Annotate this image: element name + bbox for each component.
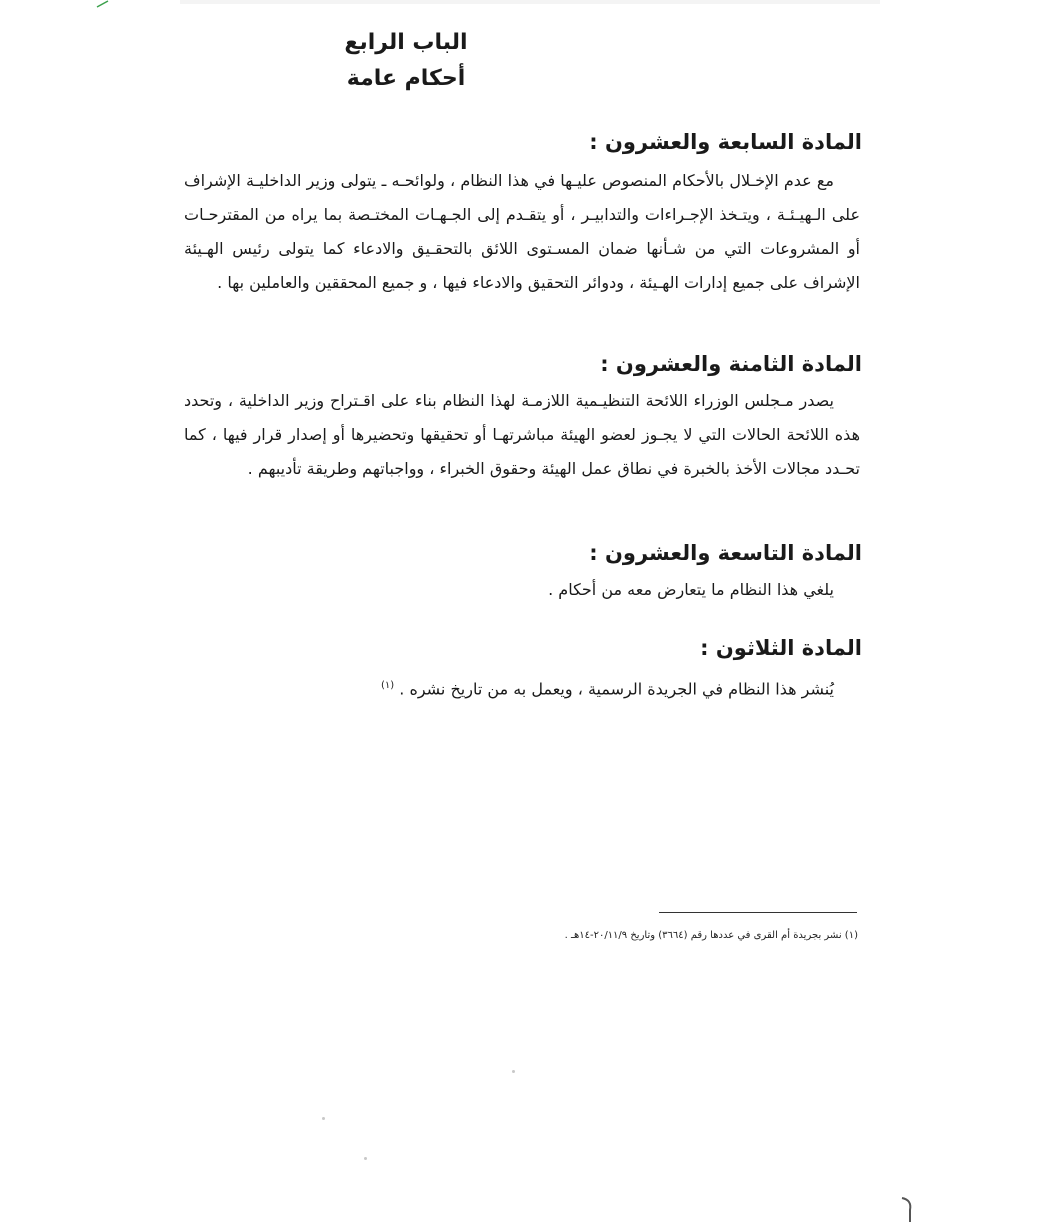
- article-30-body: [240, 669, 860, 706]
- article-29-title: المادة التاسعة والعشرون :: [589, 541, 862, 565]
- article-27-title: المادة السابعة والعشرون :: [589, 130, 862, 154]
- article-30-title: المادة الثلاثون :: [700, 636, 862, 660]
- article-29-body: [240, 573, 860, 607]
- footnote-reference: (١): [380, 680, 395, 691]
- scan-speck: [364, 1157, 367, 1160]
- article-30-text: يُنشر هذا النظام في الجريدة الرسمية ، ويعمل به من تاريخ نشره .: [399, 679, 834, 699]
- scan-speck: [512, 1070, 515, 1073]
- article-28-text: يصدر مـجلس الوزراء اللائحة التنظيـمية اللازمـة لهذا النظام بناء على اقـتراح وزير الداخلية ، وتحدد هذه اللائحة الحالات التي لا يجـوز لعضو الهيئة مباشرتهـا أو تحقيقها وتحضيرها أو إصدار قرار فيها ، كما تحـدد مجالات الأخذ بالخبرة في نطاق عمل الهيئة وحقوق الخبراء ، وواجباتهم وطريقة تأديبهم .: [184, 391, 860, 478]
- article-27-text: مع عدم الإخـلال بالأحكام المنصوص عليـها في هذا النظام ، ولوائحـه ـ يتولى وزير الداخليـة الإشراف على الـهيـئـة ، ويتـخذ الإجـراءات والتدابيـر ، أو يتقـدم إلى الجـهـات المختـصة بما يراه من المقترحـات أو المشروعات التي من شـأنها ضمان المسـتوى اللائق بالتحقـيق والادعاء كما يتولى رئيس الهـيئة الإشراف على جميع إدارات الهـيئة ، ودوائر التحقيق والادعاء فيها ، و جميع المحققين والعاملين بها .: [184, 171, 860, 292]
- chapter-subtitle: أحكام عامة: [346, 66, 466, 91]
- page-edge-mark: [898, 1196, 918, 1223]
- footnote-text: (١) نشر بجريدة أم القرى في عددها رقم (٣٦٦٤) وتاريخ ٢٠/١١/٩-١٤هـ .: [564, 930, 858, 941]
- article-28-body: [184, 384, 860, 486]
- scan-artifact: [180, 0, 880, 4]
- article-28-title: المادة الثامنة والعشرون :: [600, 352, 862, 376]
- chapter-title: الباب الرابع: [344, 30, 468, 55]
- footnote-divider: [659, 912, 857, 913]
- article-27-body: [184, 164, 860, 300]
- scan-speck: [322, 1117, 325, 1120]
- corner-pen-mark: [96, 0, 110, 8]
- article-29-text: يلغي هذا النظام ما يتعارض معه من أحكام .: [548, 580, 834, 599]
